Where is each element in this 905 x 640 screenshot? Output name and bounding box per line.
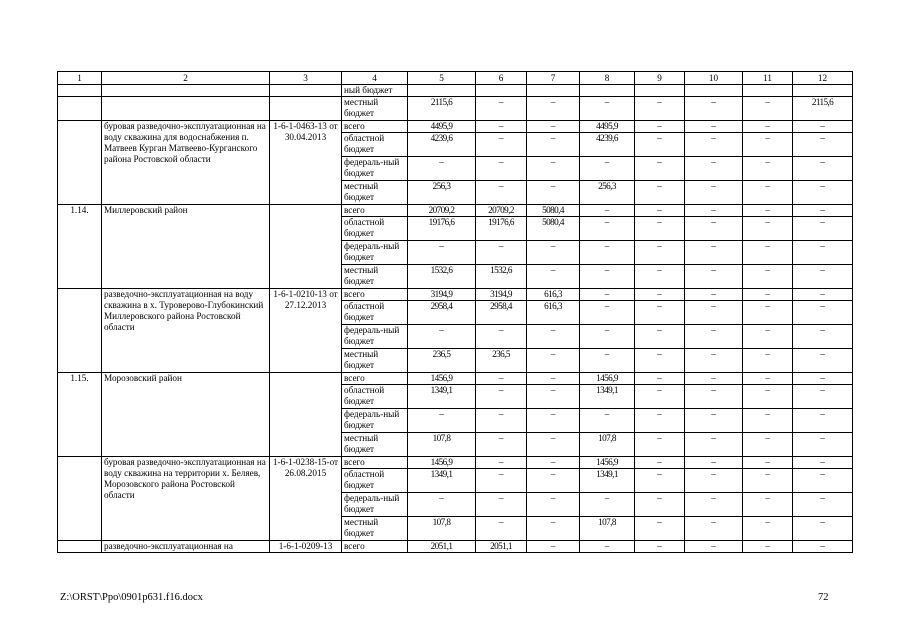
project-code-cell [270,373,342,457]
value-cell: – [635,217,685,241]
budget-source-cell: федераль-ный бюджет [342,325,408,349]
page-number: 72 [818,592,829,603]
value-cell [476,85,527,97]
value-cell: – [408,241,476,265]
budget-source-cell: местный бюджет [342,517,408,541]
value-cell: – [685,181,743,205]
value-cell: – [743,493,793,517]
value-cell: – [527,241,580,265]
value-cell: – [527,385,580,409]
value-cell: – [580,265,635,289]
value-cell: – [743,349,793,373]
budget-source-cell: местный бюджет [342,349,408,373]
value-cell: – [527,181,580,205]
value-cell: – [635,457,685,469]
value-cell: 2115,6 [408,97,476,121]
budget-source-cell: местный бюджет [342,181,408,205]
value-cell: – [635,409,685,433]
budget-source-cell: всего [342,541,408,553]
value-cell: 1532,6 [408,265,476,289]
value-cell: – [743,289,793,301]
value-cell: – [408,409,476,433]
value-cell: – [580,97,635,121]
value-cell: – [476,133,527,157]
value-cell: – [476,181,527,205]
value-cell: – [580,241,635,265]
project-code-cell: 1-6-1-0463-13 от 30.04.2013 [270,121,342,205]
value-cell: – [635,265,685,289]
value-cell: – [580,409,635,433]
value-cell: – [793,265,853,289]
value-cell: – [743,157,793,181]
value-cell: – [685,121,743,133]
value-cell: 19176,6 [476,217,527,241]
value-cell: 1456,9 [580,373,635,385]
value-cell: 256,3 [408,181,476,205]
value-cell: 1349,1 [408,469,476,493]
footer-file-path: Z:\ORST\Ppo\0901p631.f16.docx [60,592,203,603]
value-cell: – [685,385,743,409]
value-cell: 20709,2 [408,205,476,217]
value-cell: – [743,433,793,457]
header-cell-2: 2 [102,72,270,85]
value-cell: – [527,469,580,493]
value-cell: – [743,121,793,133]
table-body [58,72,853,553]
budget-source-cell: областной бюджет [342,217,408,241]
value-cell: – [580,301,635,325]
value-cell: – [793,301,853,325]
value-cell: – [476,457,527,469]
budget-table [57,71,853,553]
value-cell: – [635,241,685,265]
value-cell: – [793,493,853,517]
value-cell: 107,8 [408,517,476,541]
budget-source-cell: ный бюджет [342,85,408,97]
value-cell: 19176,6 [408,217,476,241]
value-cell: – [527,349,580,373]
value-cell: – [685,157,743,181]
value-cell: – [793,325,853,349]
value-cell: – [476,469,527,493]
value-cell: 107,8 [580,433,635,457]
value-cell: – [476,517,527,541]
value-cell: – [793,349,853,373]
value-cell: – [685,517,743,541]
value-cell: – [476,385,527,409]
value-cell: – [635,541,685,553]
row-number-cell: 1.14. [58,205,102,289]
value-cell: 107,8 [580,517,635,541]
value-cell [685,85,743,97]
value-cell: – [685,373,743,385]
value-cell: – [408,325,476,349]
object-name-cell: разведочно-эксплуатационная на [102,541,270,553]
project-code-cell: 1-6-1-0209-13 [270,541,342,553]
value-cell: – [743,265,793,289]
value-cell: 1532,6 [476,265,527,289]
object-name-cell: Миллеровский район [102,205,270,289]
value-cell: – [635,157,685,181]
value-cell: – [685,457,743,469]
value-cell [580,85,635,97]
value-cell [635,85,685,97]
value-cell: – [476,433,527,457]
value-cell: – [743,217,793,241]
header-cell-10: 10 [685,72,743,85]
value-cell: 1456,9 [580,457,635,469]
value-cell: – [635,325,685,349]
value-cell: 616,3 [527,301,580,325]
value-cell: 2958,4 [408,301,476,325]
value-cell: – [635,205,685,217]
header-cell-9: 9 [635,72,685,85]
value-cell: – [793,457,853,469]
header-cell-3: 3 [270,72,342,85]
value-cell: – [793,157,853,181]
value-cell: 5080,4 [527,205,580,217]
value-cell: – [743,97,793,121]
value-cell: – [527,493,580,517]
value-cell: – [685,409,743,433]
budget-source-cell: областной бюджет [342,133,408,157]
header-cell-8: 8 [580,72,635,85]
value-cell: – [527,121,580,133]
object-name-cell: разведочно-эксплуатационная на воду скважина в х. Туроверово-Глубокинский Миллеровского района Ростовской области [102,289,270,373]
value-cell: – [743,325,793,349]
value-cell: – [743,469,793,493]
value-cell: – [743,385,793,409]
value-cell: – [793,469,853,493]
value-cell: – [685,97,743,121]
header-cell-12: 12 [793,72,853,85]
value-cell: – [635,301,685,325]
value-cell: – [743,133,793,157]
project-code-cell [270,97,342,121]
value-cell: 3194,9 [408,289,476,301]
value-cell: – [635,97,685,121]
value-cell: – [685,469,743,493]
budget-source-cell: федераль-ный бюджет [342,157,408,181]
project-code-cell [270,85,342,97]
value-cell: – [743,457,793,469]
value-cell: – [635,433,685,457]
value-cell: 2115,6 [793,97,853,121]
value-cell: – [580,157,635,181]
budget-source-cell: федераль-ный бюджет [342,409,408,433]
value-cell: – [793,121,853,133]
value-cell: – [635,181,685,205]
value-cell: – [743,517,793,541]
value-cell: 4495,9 [408,121,476,133]
value-cell: – [408,493,476,517]
object-name-cell [102,85,270,97]
value-cell: – [635,289,685,301]
row-number-cell [58,121,102,205]
value-cell: 5080,4 [527,217,580,241]
value-cell: – [793,217,853,241]
value-cell: – [476,97,527,121]
value-cell: – [635,385,685,409]
budget-source-cell: областной бюджет [342,385,408,409]
value-cell: – [685,289,743,301]
value-cell: 2051,1 [476,541,527,553]
header-cell-6: 6 [476,72,527,85]
table-row [58,289,853,301]
value-cell: – [685,217,743,241]
row-number-cell [58,85,102,97]
value-cell: 2958,4 [476,301,527,325]
value-cell: – [743,241,793,265]
value-cell: 2051,1 [408,541,476,553]
value-cell: – [685,349,743,373]
value-cell [743,85,793,97]
table-row [58,457,853,469]
value-cell: – [635,349,685,373]
value-cell: 256,3 [580,181,635,205]
budget-source-cell: федераль-ный бюджет [342,241,408,265]
value-cell: – [685,205,743,217]
value-cell: 3194,9 [476,289,527,301]
value-cell: – [793,205,853,217]
value-cell: – [635,373,685,385]
value-cell: 1349,1 [580,469,635,493]
value-cell: 236,5 [476,349,527,373]
value-cell: – [527,409,580,433]
value-cell: – [743,301,793,325]
value-cell: – [527,325,580,349]
value-cell: 1456,9 [408,373,476,385]
header-cell-7: 7 [527,72,580,85]
value-cell: – [476,493,527,517]
value-cell: – [743,541,793,553]
value-cell: – [685,493,743,517]
value-cell: – [580,217,635,241]
budget-source-cell: местный бюджет [342,265,408,289]
value-cell: – [635,121,685,133]
value-cell: – [743,373,793,385]
value-cell: – [527,517,580,541]
header-cell-4: 4 [342,72,408,85]
header-cell-5: 5 [408,72,476,85]
value-cell: 4239,6 [580,133,635,157]
value-cell: 1456,9 [408,457,476,469]
header-cell-11: 11 [743,72,793,85]
value-cell: 4495,9 [580,121,635,133]
value-cell: – [527,457,580,469]
object-name-cell: буровая разведочно-эксплуатационная на воду скважина для водоснабжения п. Матвеев Курган Матвеево-Курганского района Ростовской области [102,121,270,205]
budget-source-cell: всего [342,205,408,217]
value-cell: – [580,205,635,217]
value-cell [527,85,580,97]
value-cell: – [793,241,853,265]
row-number-cell [58,457,102,541]
row-number-cell [58,289,102,373]
table-row [58,373,853,385]
value-cell: – [793,133,853,157]
value-cell: – [685,325,743,349]
value-cell: 107,8 [408,433,476,457]
budget-source-cell: всего [342,373,408,385]
project-code-cell: 1-6-1-0210-13 от 27.12.2013 [270,289,342,373]
row-number-cell [58,97,102,121]
row-number-cell [58,541,102,553]
value-cell: – [580,349,635,373]
project-code-cell: 1-6-1-0238-15-от 26.08.2015 [270,457,342,541]
value-cell: – [685,301,743,325]
value-cell: – [476,157,527,181]
value-cell: – [580,325,635,349]
value-cell: 4239,6 [408,133,476,157]
budget-source-cell: всего [342,457,408,469]
value-cell: – [793,181,853,205]
value-cell: – [408,157,476,181]
value-cell: – [793,385,853,409]
budget-source-cell: областной бюджет [342,301,408,325]
budget-source-cell: областной бюджет [342,469,408,493]
value-cell: – [793,541,853,553]
value-cell: – [580,541,635,553]
value-cell: 236,5 [408,349,476,373]
value-cell: – [743,205,793,217]
table-header-row [58,72,853,85]
value-cell: – [527,265,580,289]
value-cell: – [476,121,527,133]
value-cell: – [685,541,743,553]
budget-source-cell: местный бюджет [342,97,408,121]
value-cell: 20709,2 [476,205,527,217]
value-cell: – [580,493,635,517]
value-cell: – [635,493,685,517]
value-cell: – [527,433,580,457]
value-cell [408,85,476,97]
value-cell: – [685,133,743,157]
value-cell: – [476,325,527,349]
table-row [58,85,853,97]
value-cell: – [476,373,527,385]
object-name-cell [102,97,270,121]
value-cell: – [793,433,853,457]
value-cell: – [527,157,580,181]
value-cell: – [685,265,743,289]
project-code-cell [270,205,342,289]
value-cell: – [527,541,580,553]
value-cell: – [476,241,527,265]
value-cell [793,85,853,97]
value-cell: – [635,517,685,541]
object-name-cell: буровая разведочно-эксплуатационная на воду скважина на территории х. Беляев, Морозовского района Ростовской области [102,457,270,541]
table-row [58,97,853,121]
budget-source-cell: федераль-ный бюджет [342,493,408,517]
value-cell: – [793,517,853,541]
value-cell: – [793,289,853,301]
table-row [58,121,853,133]
value-cell: – [527,133,580,157]
value-cell: – [635,133,685,157]
value-cell: 1349,1 [580,385,635,409]
value-cell: – [793,409,853,433]
object-name-cell: Морозовский район [102,373,270,457]
value-cell: 1349,1 [408,385,476,409]
budget-source-cell: всего [342,289,408,301]
value-cell: – [635,469,685,493]
value-cell: – [527,373,580,385]
table-row [58,205,853,217]
value-cell: – [743,409,793,433]
value-cell: – [743,181,793,205]
value-cell: – [793,373,853,385]
table-row [58,541,853,553]
value-cell: – [685,241,743,265]
header-cell-1: 1 [58,72,102,85]
budget-source-cell: местный бюджет [342,433,408,457]
value-cell: – [580,289,635,301]
value-cell: – [476,409,527,433]
value-cell: – [527,97,580,121]
budget-source-cell: всего [342,121,408,133]
value-cell: – [685,433,743,457]
value-cell: 616,3 [527,289,580,301]
row-number-cell: 1.15. [58,373,102,457]
